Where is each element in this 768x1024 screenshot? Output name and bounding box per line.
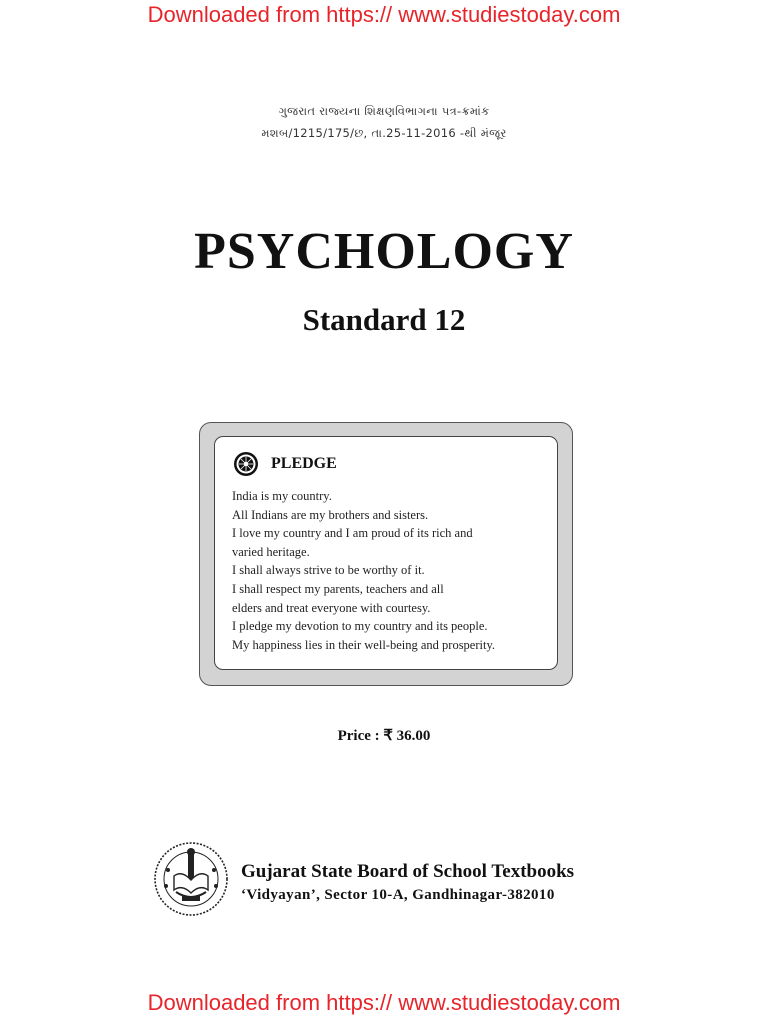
pledge-line: I love my country and I am proud of its rich and — [232, 526, 473, 541]
approval-line-2: મશબ/1215/175/છ, તા.25-11-2016 -થી મંજૂર — [261, 126, 507, 140]
book-subtitle: Standard 12 — [302, 302, 466, 337]
approval-line-1: ગુજરાત રાજ્યના શિક્ષણવિભાગના પત્ર-ક્રમાંક — [278, 104, 490, 118]
publisher-name: Gujarat State Board of School Textbooks — [241, 861, 575, 882]
publisher-address: ‘Vidyayan’, Sector 10-A, Gandhinagar-382010 — [241, 887, 555, 903]
pledge-line: My happiness lies in their well-being and prosperity. — [232, 637, 496, 652]
watermark-top: Downloaded from https:// www.studiestoday.com — [147, 2, 621, 27]
pledge-emblem-icon — [233, 451, 259, 477]
pledge-line: elders and treat everyone with courtesy. — [232, 600, 431, 615]
pledge-panel — [214, 436, 558, 670]
pledge-text — [232, 487, 551, 654]
board-emblem-logo — [152, 840, 230, 923]
pledge-box — [199, 422, 573, 686]
pledge-header — [233, 451, 337, 477]
pledge-line: India is my country. — [232, 489, 332, 503]
book-title: PSYCHOLOGY — [194, 223, 574, 280]
watermark-bottom: Downloaded from https:// www.studiestoday.com — [147, 990, 621, 1015]
pledge-line: varied heritage. — [232, 544, 310, 559]
pledge-line: I shall respect my parents, teachers and all — [232, 581, 444, 596]
pledge-heading: PLEDGE — [271, 455, 337, 472]
publisher-block — [152, 840, 632, 920]
pledge-line: All Indians are my brothers and sisters. — [232, 507, 429, 522]
pledge-line: I pledge my devotion to my country and its people. — [232, 619, 488, 634]
price-label: Price : ₹ 36.00 — [337, 728, 431, 744]
pledge-line: I shall always strive to be worthy of it. — [232, 563, 425, 578]
